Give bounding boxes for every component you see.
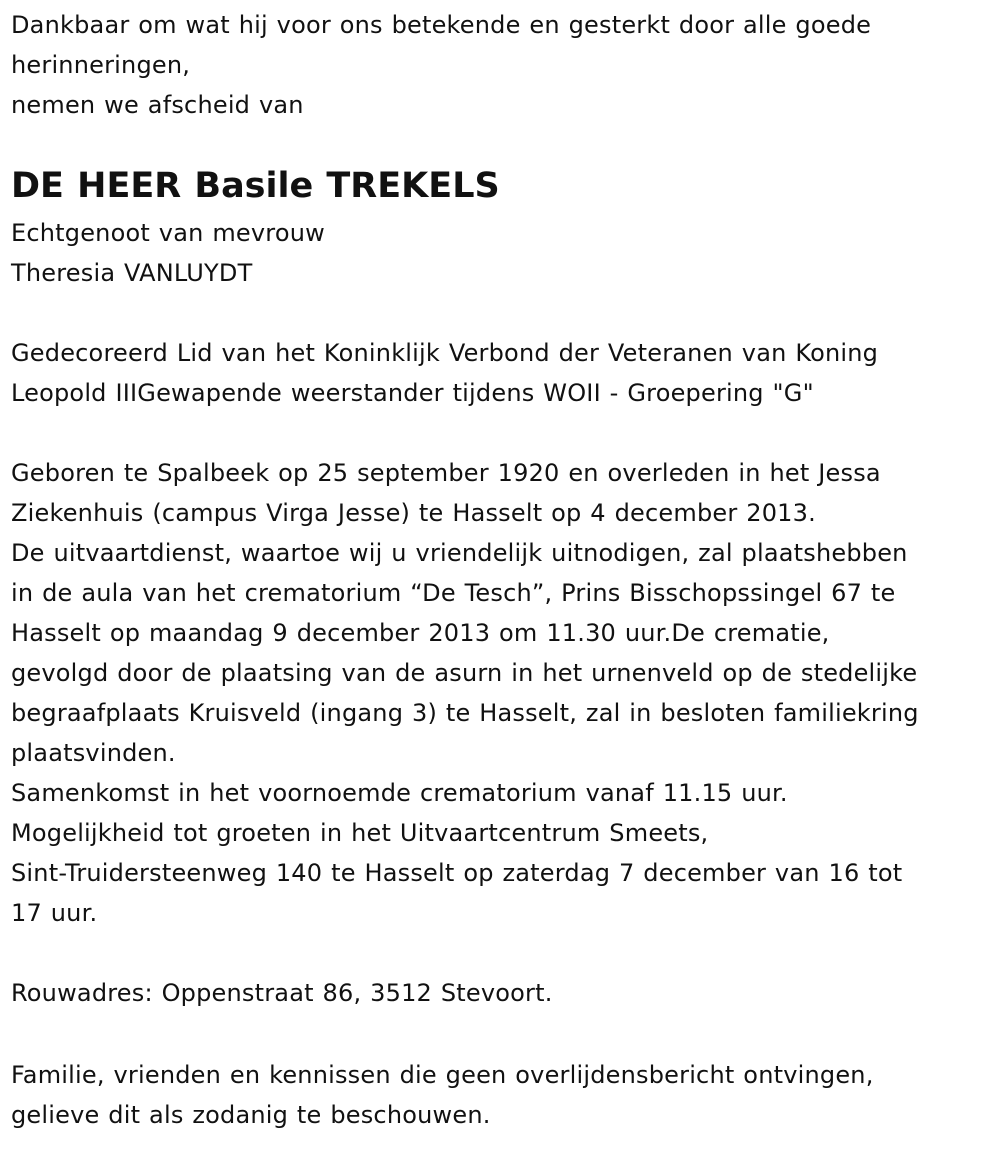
decoration-line-1: Gedecoreerd Lid van het Koninklijk Verbond der Veteranen van Koning — [11, 339, 879, 367]
details-line: Ziekenhuis (campus Virga Jesse) te Hasselt op 4 december 2013. — [11, 499, 816, 527]
details-line: in de aula van het crematorium “De Tesch”, Prins Bisschopssingel 67 te — [11, 579, 896, 607]
intro-line-3: nemen we afscheid van — [11, 91, 304, 119]
details-line: Hasselt op maandag 9 december 2013 om 11.30 uur.De crematie, — [11, 619, 830, 647]
details-line: Sint-Truidersteenweg 140 te Hasselt op zaterdag 7 december van 16 tot — [11, 859, 903, 887]
details-line: Mogelijkheid tot groeten in het Uitvaartcentrum Smeets, — [11, 819, 709, 847]
details-line: De uitvaartdienst, waartoe wij u vriendelijk uitnodigen, zal plaatshebben — [11, 539, 908, 567]
details-line: begraafplaats Kruisveld (ingang 3) te Hasselt, zal in besloten familiekring — [11, 699, 919, 727]
decoration-line-2: Leopold IIIGewapende weerstander tijdens WOII - Groepering "G" — [11, 379, 814, 407]
details-line: gevolgd door de plaatsing van de asurn in het urnenveld op de stedelijke — [11, 659, 918, 687]
details-line: Geboren te Spalbeek op 25 september 1920 en overleden in het Jessa — [11, 459, 881, 487]
intro-line-2: herinneringen, — [11, 51, 191, 79]
spouse-line-2: Theresia VANLUYDT — [11, 259, 253, 287]
mourning-address: Rouwadres: Oppenstraat 86, 3512 Stevoort. — [11, 979, 553, 1007]
spouse-line-1: Echtgenoot van mevrouw — [11, 219, 325, 247]
closing-line-1: Familie, vrienden en kennissen die geen overlijdensbericht ontvingen, — [11, 1061, 874, 1089]
closing-line-2: gelieve dit als zodanig te beschouwen. — [11, 1101, 491, 1129]
details-line: Samenkomst in het voornoemde crematorium vanaf 11.15 uur. — [11, 779, 788, 807]
details-line: plaatsvinden. — [11, 739, 176, 767]
deceased-name: DE HEER Basile TREKELS — [11, 166, 500, 206]
details-line: 17 uur. — [11, 899, 98, 927]
intro-line-1: Dankbaar om wat hij voor ons betekende en gesterkt door alle goede — [11, 11, 872, 39]
